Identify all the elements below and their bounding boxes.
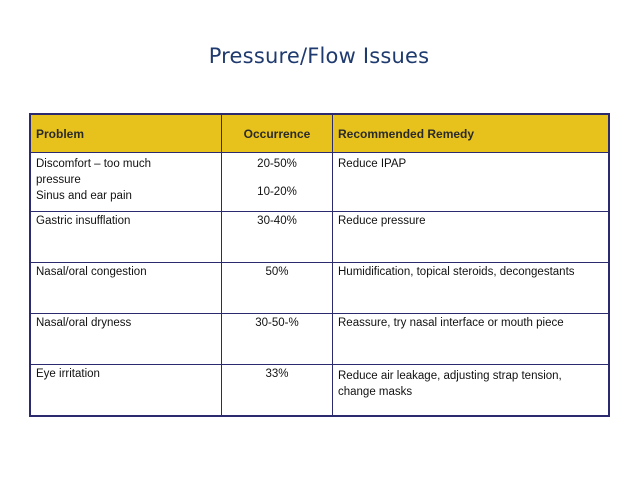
header-problem: Problem bbox=[30, 114, 222, 153]
occurrence-cell: 30-40% bbox=[222, 212, 333, 263]
header-occurrence: Occurrence bbox=[222, 114, 333, 153]
table-row bbox=[30, 212, 609, 263]
issues-table bbox=[29, 113, 610, 417]
remedy-text: Reduce air leakage, adjusting strap tension, bbox=[338, 370, 562, 382]
remedy-cell: Reduce pressure bbox=[333, 212, 610, 263]
occurrence-text: 20-50% bbox=[257, 158, 297, 170]
table-header-row bbox=[30, 114, 609, 153]
problem-text: Discomfort – too much bbox=[36, 158, 152, 170]
header-recommended-remedy: Recommended Remedy bbox=[333, 114, 610, 153]
remedy-text: Reduce IPAP bbox=[338, 158, 407, 170]
occurrence-cell: 50% bbox=[222, 263, 333, 314]
remedy-cell bbox=[333, 153, 610, 212]
problem-cell: Eye irritation bbox=[30, 365, 222, 417]
problem-text: pressure bbox=[36, 174, 81, 186]
occurrence-cell bbox=[222, 153, 333, 212]
table-row bbox=[30, 365, 609, 417]
table-row bbox=[30, 153, 609, 212]
occurrence-cell: 33% bbox=[222, 365, 333, 417]
remedy-cell: Humidification, topical steroids, decongestants bbox=[333, 263, 610, 314]
slide-title: Pressure/Flow Issues bbox=[208, 44, 430, 68]
problem-cell: Nasal/oral congestion bbox=[30, 263, 222, 314]
problem-text: Sinus and ear pain bbox=[36, 190, 132, 202]
remedy-cell: Reassure, try nasal interface or mouth piece bbox=[333, 314, 610, 365]
table-row bbox=[30, 263, 609, 314]
problem-cell: Nasal/oral dryness bbox=[30, 314, 222, 365]
remedy-text: change masks bbox=[338, 386, 413, 398]
problem-cell bbox=[30, 153, 222, 212]
problem-cell: Gastric insufflation bbox=[30, 212, 222, 263]
occurrence-cell: 30-50-% bbox=[222, 314, 333, 365]
table-row bbox=[30, 314, 609, 365]
occurrence-text: 10-20% bbox=[257, 186, 297, 198]
remedy-cell bbox=[333, 365, 610, 417]
